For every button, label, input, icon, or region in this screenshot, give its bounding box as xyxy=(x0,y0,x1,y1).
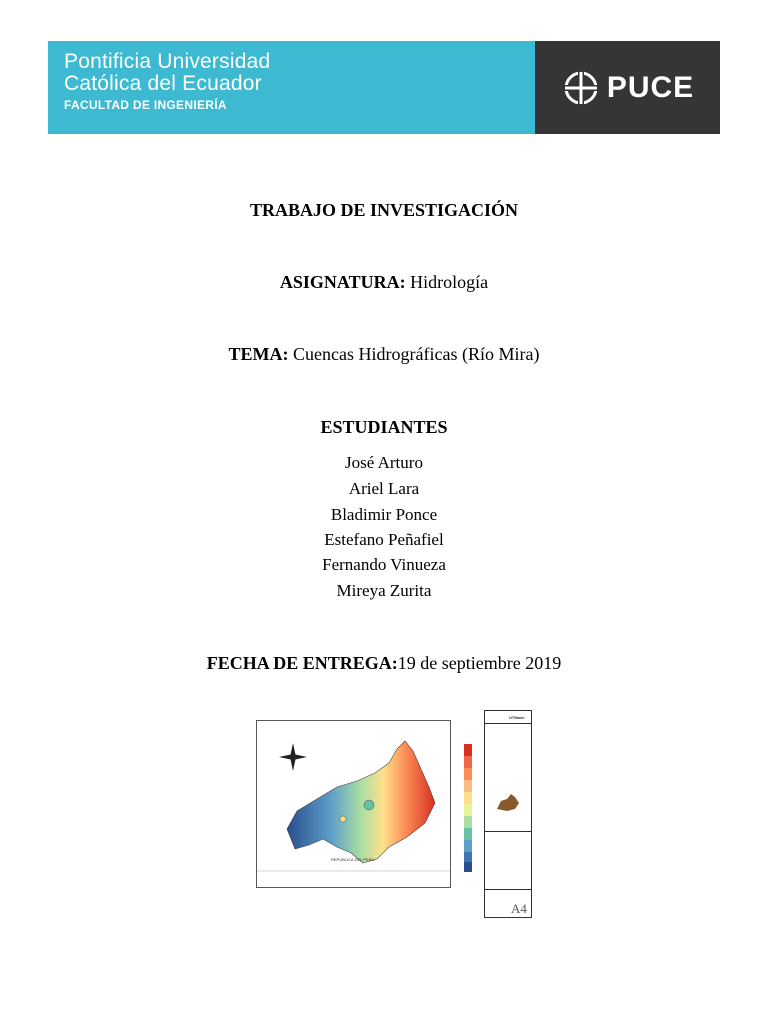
subject-line xyxy=(0,272,768,293)
topic-label: TEMA: xyxy=(228,344,289,364)
university-name-line1: Pontificia Universidad xyxy=(64,50,271,73)
university-block xyxy=(48,41,535,134)
faculty-name: FACULTAD DE INGENIERÍA xyxy=(64,98,227,112)
map-label: REPUBLICA DEL PERU xyxy=(331,857,375,862)
map-frame xyxy=(256,720,451,888)
subject-label: ASIGNATURA: xyxy=(279,272,406,292)
student-name: Fernando Vinueza xyxy=(322,555,446,574)
topic-line xyxy=(0,344,768,365)
document-title: TRABAJO DE INVESTIGACIÓN xyxy=(249,200,519,220)
puce-logo-text: PUCE xyxy=(606,70,695,104)
sheet-size-label: A4 xyxy=(511,901,527,916)
basin-map-image xyxy=(257,721,450,887)
brand-label: UTMach xyxy=(509,715,525,720)
puce-emblem-icon xyxy=(561,68,601,108)
topic-value: Cuencas Hidrográficas (Río Mira) xyxy=(293,344,540,364)
puce-logo-block xyxy=(535,41,720,134)
student-name: José Arturo xyxy=(345,453,423,472)
student-name: Estefano Peñafiel xyxy=(324,530,444,549)
student-name: Mireya Zurita xyxy=(336,581,432,600)
student-name: Ariel Lara xyxy=(348,479,420,498)
delivery-line xyxy=(0,653,768,674)
map-title-block xyxy=(484,710,532,918)
delivery-label: FECHA DE ENTREGA: xyxy=(206,653,398,673)
subject-value: Hidrología xyxy=(410,272,489,292)
university-name-line2: Católica del Ecuador xyxy=(64,72,262,95)
precipitation-legend-bar xyxy=(464,744,472,872)
basin-thumbnail-image xyxy=(493,791,523,815)
students-heading: ESTUDIANTES xyxy=(320,417,448,437)
student-name: Bladimir Ponce xyxy=(330,505,438,524)
header-banner xyxy=(48,41,720,134)
north-arrow-icon xyxy=(279,743,307,771)
precipitation-map-figure xyxy=(234,700,534,922)
delivery-value: 19 de septiembre 2019 xyxy=(397,653,562,673)
